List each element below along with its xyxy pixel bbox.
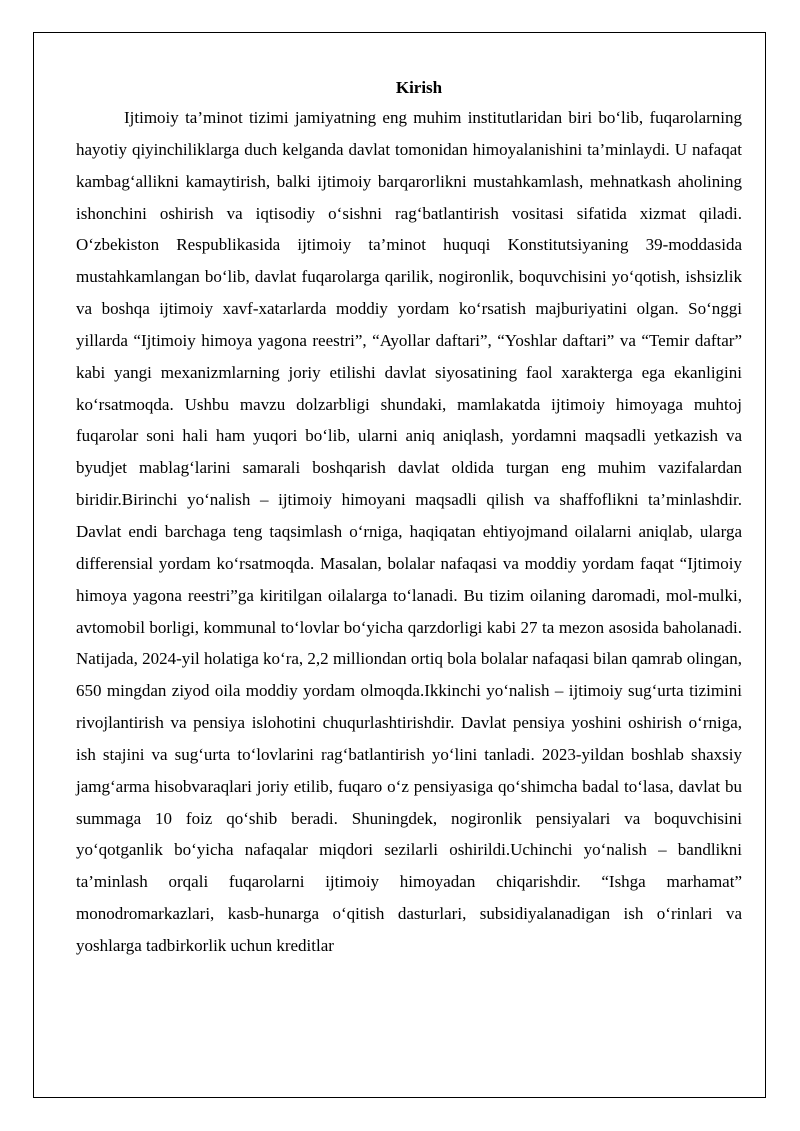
document-body: [76, 74, 742, 962]
page-title: Kirish: [395, 78, 443, 97]
body-paragraph: Ijtimoiy ta’minot tizimi jamiyatning eng muhim institutlaridan biri bo‘lib, fuqarolarning hayotiy qiyinchiliklarga duch kelganda davlat tomonidan himoyalanishini ta’minlaydi. U nafaqat kambag‘allikni kamaytirish, balki ijtimoiy barqarorlikni mustahkamlash, mehnatkash aholining ishonchini oshirish va iqtisodiy o‘sishni rag‘batlantirish vositasi sifatida xizmat qiladi. O‘zbekiston Respublikasida ijtimoiy ta’minot huquqi Konstitutsiyaning 39-moddasida mustahkamlangan bo‘lib, davlat fuqarolarga qarilik, nogironlik, boquvchisini yo‘qotish, ishsizlik va boshqa ijtimoiy xavf-xatarlarda moddiy yordam ko‘rsatish majburiyatini olgan. So‘nggi yillarda “Ijtimoiy himoya yagona reestri”, “Ayollar daftari”, “Yoshlar daftari” va “Temir daftar” kabi yangi mexanizmlarning joriy etilishi davlat siyosatining faol xarakterga ega ekanligini ko‘rsatmoqda. Ushbu mavzu dolzarbligi shundaki, mamlakatda ijtimoiy himoyaga muhtoj fuqarolar soni hali ham yuqori bo‘lib, ularni aniq aniqlash, yordamni maqsadli yetkazish va byudjet mablag‘larini samarali boshqarish davlat oldida turgan eng muhim vazifalardan biridir.Birinchi yo‘nalish – ijtimoiy himoyani maqsadli qilish va shaffoflikni ta’minlashdir. Davlat endi barchaga teng taqsimlash o‘rniga, haqiqatan ehtiyojmand oilalarni aniqlab, ularga differensial yordam ko‘rsatmoqda. Masalan, bolalar nafaqasi va moddiy yordam faqat “Ijtimoiy himoya yagona reestri”ga kiritilgan oilalarga to‘lanadi. Bu tizim oilaning daromadi, mol-mulki, avtomobil borligi, kommunal to‘lovlar bo‘yicha qarzdorligi kabi 27 ta mezon asosida baholanadi. Natijada, 2024-yil holatiga ko‘ra, 2,2 milliondan ortiq bola bolalar nafaqasi bilan qamrab olingan, 650 mingdan ziyod oila moddiy yordam olmoqda.Ikkinchi yo‘nalish – ijtimoiy sug‘urta tizimini rivojlantirish va pensiya islohotini chuqurlashtirishdir. Davlat pensiya yoshini oshirish o‘rniga, ish stajini va sug‘urta to‘lovlarini rag‘batlantirish yo‘lini tanladi. 2023-yildan boshlab shaxsiy jamg‘arma hisobvaraqlari joriy etilib, fuqaro o‘z pensiyasiga qo‘shimcha badal to‘lasa, davlat bu summaga 10 foiz qo‘shib beradi. Shuningdek, nogironlik pensiyalari va boquvchisini yo‘qotganlik bo‘yicha nafaqalar miqdori sezilarli oshirildi.Uchinchi yo‘nalish – bandlikni ta’minlash orqali fuqarolarni ijtimoiy himoyadan chiqarishdir. “Ishga marhamat” monodromarkazlari, kasb-hunarga o‘qitish dasturlari, subsidiyalanadigan ish o‘rinlari va yoshlarga tadbirkorlik uchun kreditlar: [76, 108, 742, 955]
